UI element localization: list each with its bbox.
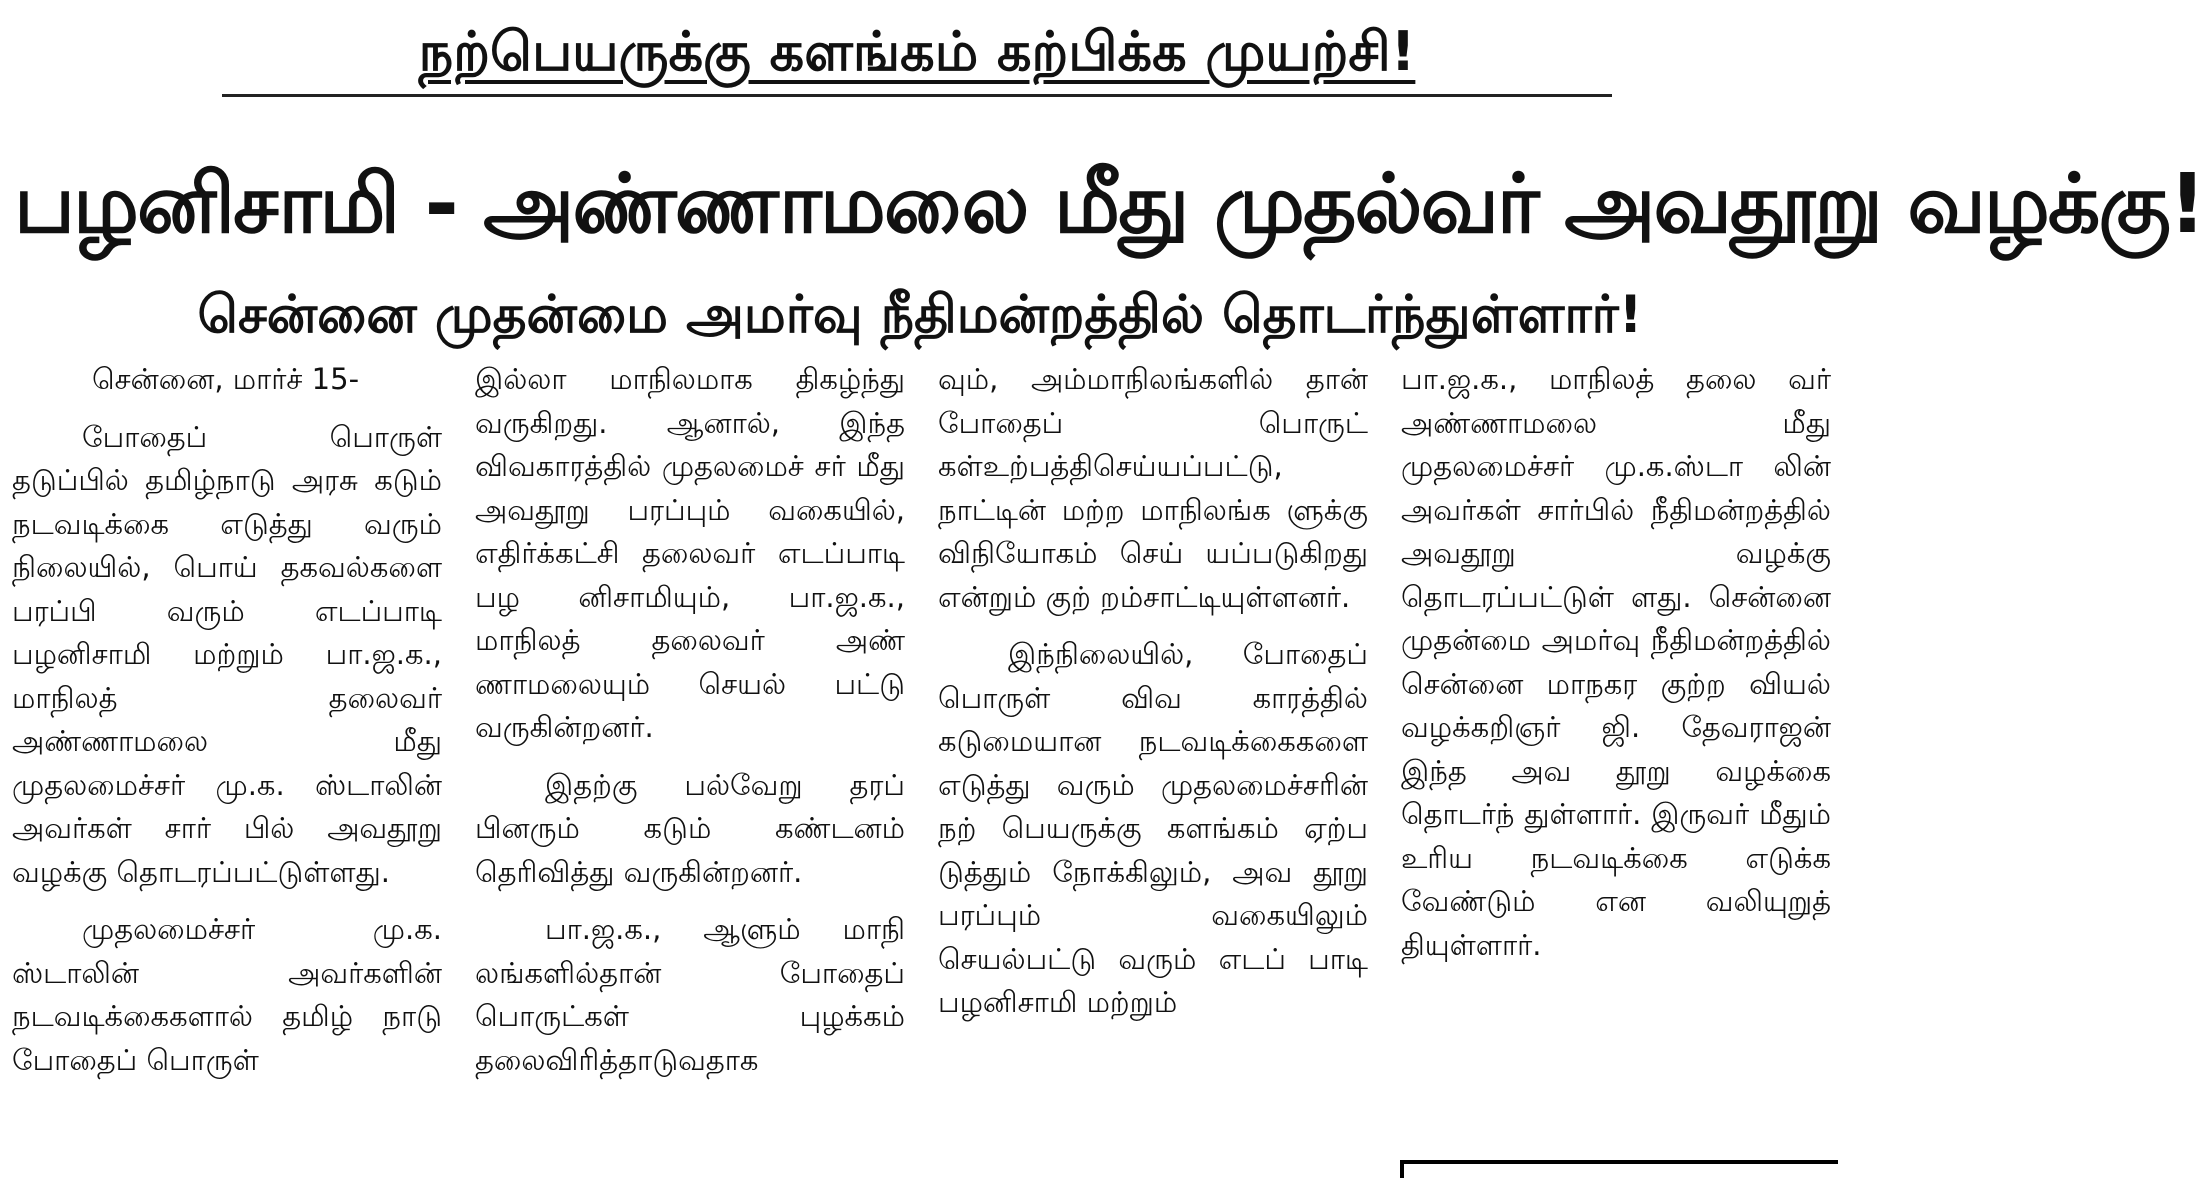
article-body [0,358,1838,1178]
main-headline: பழனிசாமி - அண்ணாமலை மீது முதல்வர் அவதூறு வழக்கு! [14,157,2204,252]
adjacent-box-border [1400,1160,1838,1178]
article-column-3 [938,358,1368,1178]
paragraph: இல்லா மாநிலமாக திகழ்ந்து வருகிறது. ஆனால், இந்த விவகாரத்தில் முதலமைச் சர் மீது அவதூறு பரப்பும் வகையில், எதிர்க்கட்சி தலைவர் எடப்பாடி பழ னிசாமியும், பா.ஜ.க., மாநிலத் தலைவர் அண் ணாமலையும் செயல் பட்டு வருகின்றனர். [475,362,905,744]
kicker-heading [222,10,1612,97]
article-column-4 [1401,358,1831,1178]
paragraph: பா.ஜ.க., ஆளும் மாநி லங்களில்தான் போதைப் பொருட்கள் புழக்கம் தலைவிரித்தாடுவதாக [475,912,905,1077]
paragraph: இதற்கு பல்வேறு தரப் பினரும் கடும் கண்டனம் தெரிவித்து வருகின்றனர். [475,767,905,889]
paragraph: பா.ஜ.க., மாநிலத் தலை வர் அண்ணாமலை மீது முதலமைச்சர் மு.க.ஸ்டா லின் அவர்கள் சார்பில் நீதிமன்றத்தில் அவதூறு வழக்கு தொடரப்பட்டுள் ளது. சென்னை முதன்மை அமர்வு நீதிமன்றத்தில் சென்னை மாநகர குற்ற வியல் வழக்கறிஞர் ஜி. தேவராஜன் இந்த அவ தூறு வழக்கை தொடர்ந் துள்ளார். இருவர் மீதும் உரிய நடவடிக்கை எடுக்க வேண்டும் என வலியுறுத் தியுள்ளார். [1401,362,1831,962]
paragraph: வும், அம்மாநிலங்களில் தான் போதைப் பொருட் கள்உற்பத்திசெய்யப்பட்டு, நாட்டின் மற்ற மாநிலங்க ளுக்கு விநியோகம் செய் யப்படுகிறது என்றும் குற் றம்சாட்டியுள்ளனர். [938,362,1368,614]
article-column-1 [12,358,442,1178]
dateline: சென்னை, மார்ச் 15- [92,362,360,396]
subheadline: சென்னை முதன்மை அமர்வு நீதிமன்றத்தில் தொடர்ந்துள்ளார்! [197,285,1643,345]
paragraph: முதலமைச்சர் மு.க. ஸ்டாலின் அவர்களின் நடவடிக்கைகளால் தமிழ் நாடு போதைப் பொருள் [12,912,442,1077]
kicker-text: நற்பெயருக்கு களங்கம் கற்பிக்க முயற்சி! [418,20,1416,83]
article-column-2 [475,358,905,1178]
paragraph: போதைப் பொருள் தடுப்பில் தமிழ்நாடு அரசு கடும் நடவடிக்கை எடுத்து வரும் நிலையில், பொய் தகவல்களை பரப்பி வரும் எடப்பாடி பழனிசாமி மற்றும் பா.ஜ.க., மாநிலத் தலைவர் அண்ணாமலை மீது முதலமைச்சர் மு.க. ஸ்டாலின் அவர்கள் சார் பில் அவதூறு வழக்கு தொடரப்பட்டுள்ளது. [12,419,442,889]
paragraph: இந்நிலையில், போதைப் பொருள் விவ காரத்தில் கடுமையான நடவடிக்கைகளை எடுத்து வரும் முதலமைச்சரின் நற் பெயருக்கு களங்கம் ஏற்ப டுத்தும் நோக்கிலும், அவ தூறு பரப்பும் வகையிலும் செயல்பட்டு வரும் எடப் பாடி பழனிசாமி மற்றும் [938,637,1368,1019]
